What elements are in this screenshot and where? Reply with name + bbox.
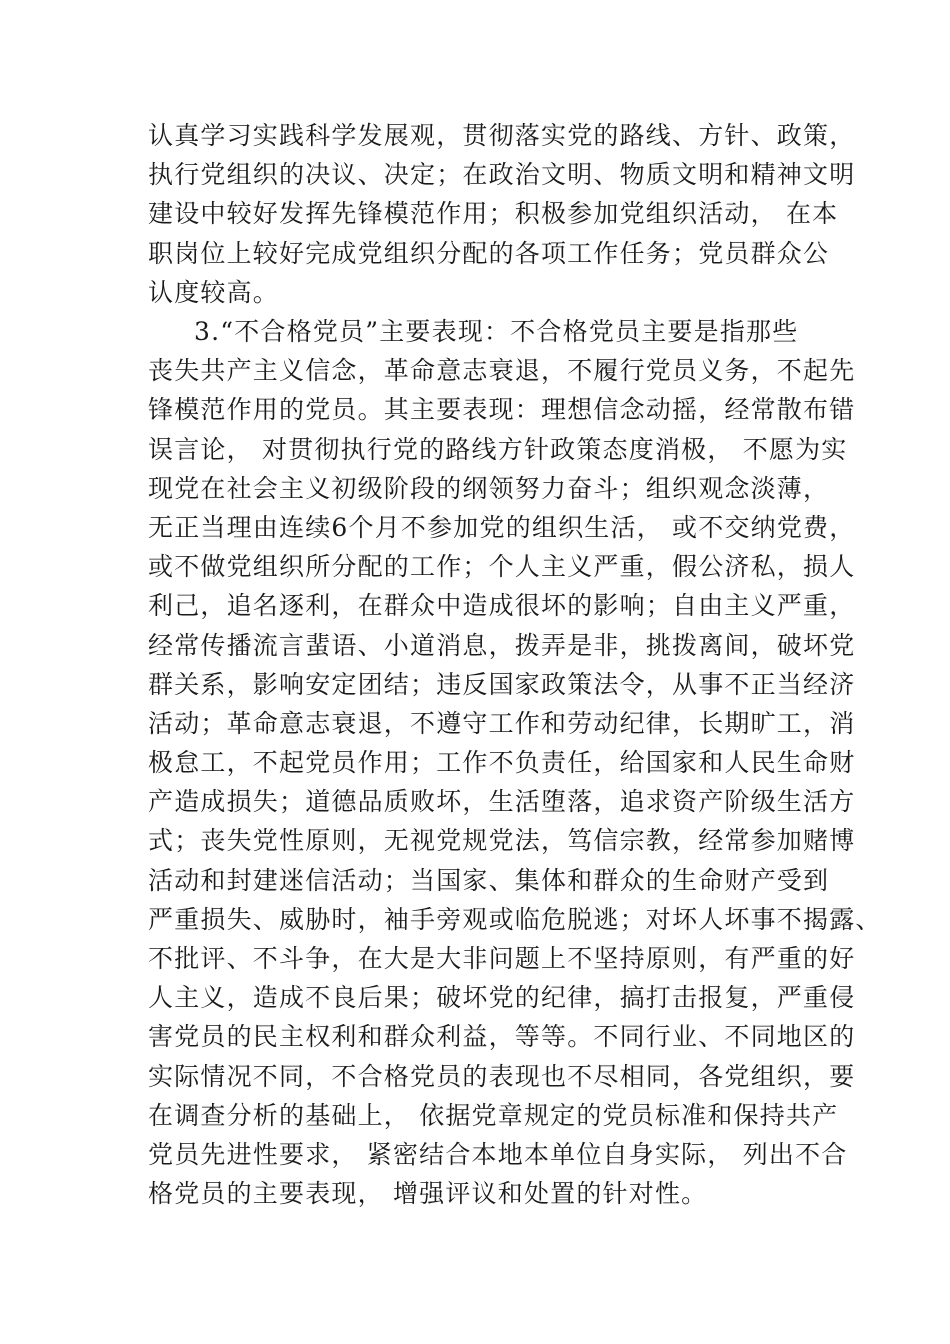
paragraph-2-line: 无正当理由连续6个月不参加党的组织生活， 或不交纳党费， xyxy=(148,512,856,542)
paragraph-2-line: 现党在社会主义初级阶段的纲领努力奋斗；组织观念淡薄， xyxy=(148,473,830,503)
paragraph-2-line: 经常传播流言蜚语、小道消息，拨弄是非，挑拨离间，破坏党 xyxy=(148,630,856,660)
paragraph-2-line: 活动；革命意志衰退，不遵守工作和劳动纪律，长期旷工，消 xyxy=(148,708,856,738)
paragraph-2 xyxy=(148,312,882,1213)
paragraph-2-line: 利己，追名逐利，在群众中造成很坏的影响；自由主义严重， xyxy=(148,591,856,621)
paragraph-2-line: 不批评、不斗争，在大是大非问题上不坚持原则，有严重的好 xyxy=(148,944,856,973)
paragraph-2-line: 严重损失、威胁时，袖手旁观或临危脱逃；对坏人坏事不揭露、 xyxy=(148,904,882,934)
paragraph-2-line: 人主义，造成不良后果；破坏党的纪律，搞打击报复，严重侵 xyxy=(148,983,856,1013)
paragraph-2-line: 误言论， 对贯彻执行党的路线方针政策态度消极， 不愿为实 xyxy=(148,434,848,464)
paragraph-1 xyxy=(148,116,856,312)
paragraph-1-line: 建设中较好发挥先锋模范作用；积极参加党组织活动， 在本 xyxy=(148,199,839,229)
paragraph-2-line: 群关系，影响安定团结；违反国家政策法令，从事不正当经济 xyxy=(148,669,856,699)
paragraph-1-line: 职岗位上较好完成党组织分配的各项工作任务；党员群众公 xyxy=(148,238,830,268)
paragraph-2-line: 格党员的主要表现， 增强评议和处置的针对性。 xyxy=(148,1179,708,1209)
paragraph-2-line: 或不做党组织所分配的工作；个人主义严重，假公济私，损人 xyxy=(148,552,856,582)
paragraph-1-line: 认真学习实践科学发展观，贯彻落实党的路线、方针、政策， xyxy=(148,121,856,150)
paragraph-2-line: 实际情况不同，不合格党员的表现也不尽相同，各党组织，要 xyxy=(148,1061,856,1091)
paragraph-2-line: 极怠工，不起党员作用；工作不负责任，给国家和人民生命财 xyxy=(148,748,856,778)
paragraph-2-line: 丧失共产主义信念，革命意志衰退，不履行党员义务，不起先 xyxy=(148,356,856,386)
paragraph-2-line: 害党员的民主权利和群众利益，等等。不同行业、不同地区的 xyxy=(148,1022,856,1052)
paragraph-2-line: 产造成损失；道德品质败坏，生活堕落，追求资产阶级生活方 xyxy=(148,787,856,817)
paragraph-2-line: 锋模范作用的党员。其主要表现：理想信念动摇，经常散布错 xyxy=(148,395,856,425)
paragraph-2-line: 式；丧失党性原则，无视党规党法，笃信宗教，经常参加赌博 xyxy=(148,826,856,856)
paragraph-2-first-line: 3.“不合格党员”主要表现：不合格党员主要是指那些 xyxy=(194,317,799,346)
paragraph-1-line: 认度较高。 xyxy=(148,277,280,307)
paragraph-2-line: 党员先进性要求， 紧密结合本地本单位自身实际， 列出不合 xyxy=(148,1139,848,1169)
paragraph-2-line: 活动和封建迷信活动；当国家、集体和群众的生命财产受到 xyxy=(148,865,830,895)
paragraph-1-line: 执行党组织的决议、决定；在政治文明、物质文明和精神文明 xyxy=(148,160,856,190)
paragraph-2-line: 在调查分析的基础上， 依据党章规定的党员标准和保持共产 xyxy=(148,1100,839,1130)
